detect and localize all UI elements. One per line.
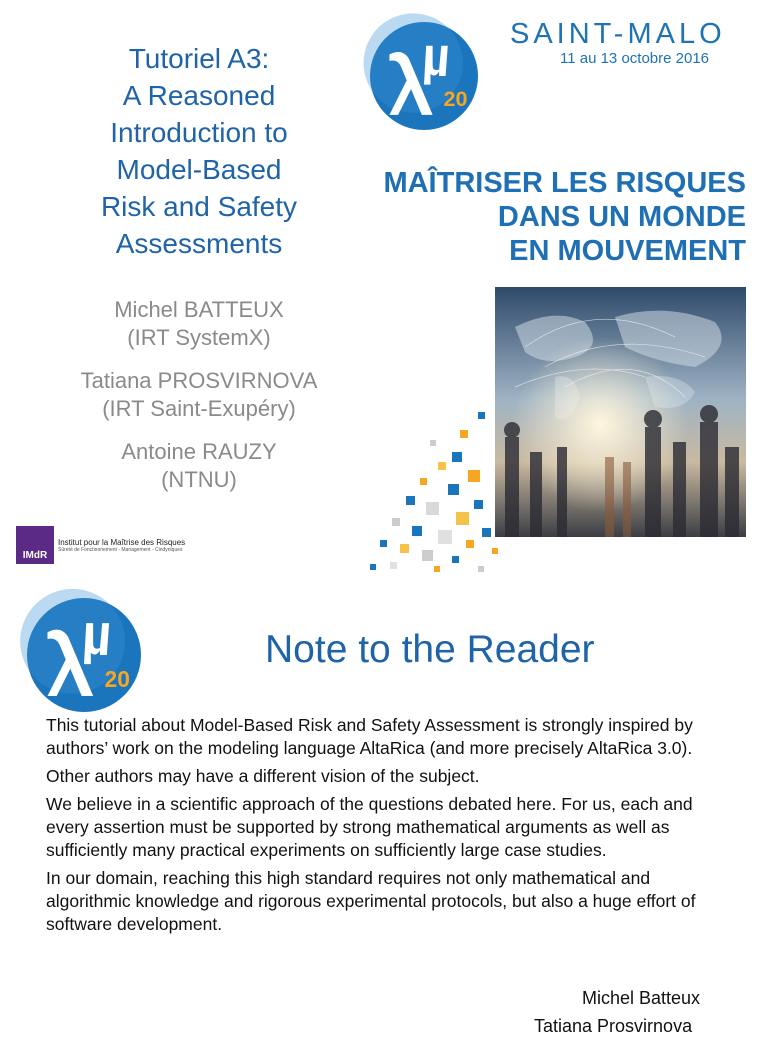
imdr-name: Institut pour la Maîtrise des Risques [58,537,186,547]
svg-text:20: 20 [104,665,130,692]
title-line: Risk and Safety [100,191,298,222]
headline-line: DANS UN MONDE [497,201,746,233]
event-dates: 11 au 13 octobre 2016 [560,50,710,67]
title-line: Assessments [115,228,283,259]
headline-line: EN MOUVEMENT [509,235,746,267]
author-item [40,367,358,423]
lambda-mu-20-logo-icon [27,598,141,712]
author-item [40,438,358,494]
author-affiliation: (IRT Saint-Exupéry) [102,396,296,421]
author-name: Tatiana PROSVIRNOVA [80,368,318,393]
note-slide [0,576,768,1036]
imdr-logo [16,526,185,564]
imdr-acronym: IMdR [16,526,54,564]
world-map-crowd-photo [495,287,746,537]
title-line: Tutoriel A3: [128,43,270,74]
lambda-mu-20-logo-icon [370,22,478,130]
event-city: SAINT-MALO [510,18,726,50]
tutorial-title [60,40,338,262]
note-body [46,714,736,941]
headline-line: MAÎTRISER LES RISQUES [383,167,746,199]
author-affiliation: (IRT SystemX) [127,325,271,350]
author-name: Michel BATTEUX [114,297,284,322]
paragraph: We believe in a scientific approach of the questions debated here. For us, each and every assertion must be supported by strong mathematical arguments as well as sufficiently many practical experiments on sufficiently large case studies. [46,794,693,860]
author-name: Antoine RAUZY [121,439,277,464]
note-title: Note to the Reader [265,628,595,671]
event-headline [383,166,746,268]
imdr-tagline: Sûreté de Fonctionnement - Management - Cindyniques [58,546,183,553]
svg-text:20: 20 [443,86,468,112]
signature: Tatiana Prosvirnova [534,1016,693,1036]
title-line: A Reasoned [122,80,276,111]
title-line: Model-Based [116,154,282,185]
paragraph: This tutorial about Model-Based Risk and Safety Assessment is strongly inspired by authors’ work on the modeling language AltaRica (and more precisely AltaRica 3.0). [46,715,693,758]
paragraph: In our domain, reaching this high standard requires not only mathematical and algorithmic knowledge and rigorous experimental protocols, but also a huge effort of software development. [46,868,696,934]
paragraph: Other authors may have a different vision of the subject. [46,766,480,786]
author-item [40,296,358,352]
author-affiliation: (NTNU) [161,467,237,492]
title-line: Introduction to [110,117,288,148]
signature: Michel Batteux [582,988,701,1008]
author-list [40,296,358,509]
